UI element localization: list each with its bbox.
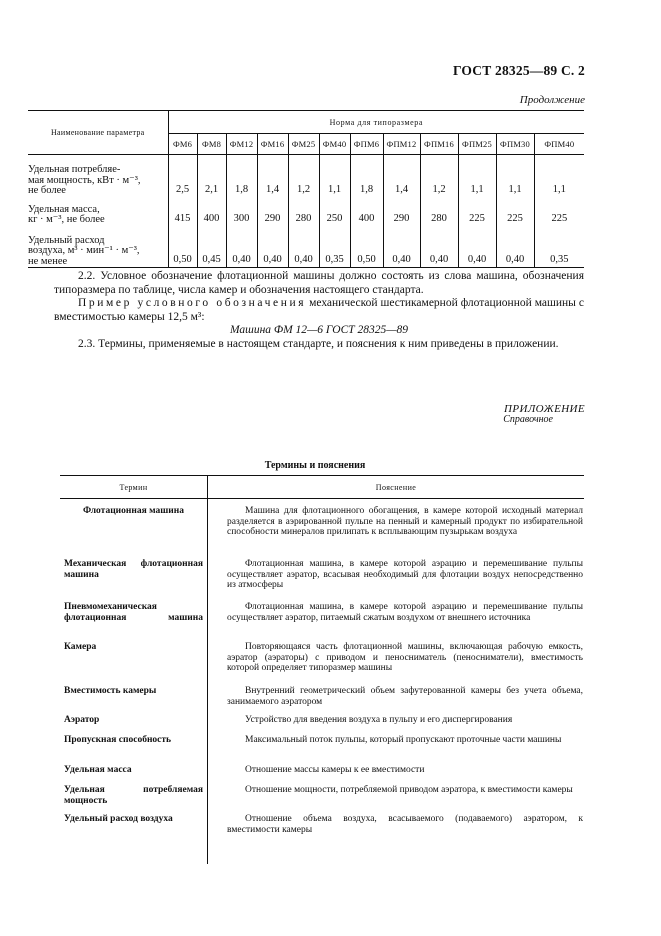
term-definition: Отношение мощности, потребляемой приводом аэратора, к вместимости камеры: [245, 785, 573, 795]
table-cell: 2,1: [197, 155, 226, 197]
table-row: [28, 197, 584, 226]
table-cell: 415: [168, 197, 197, 226]
paragraph-2-3: [54, 338, 584, 352]
term-name: Удельная масса: [64, 765, 132, 775]
row-name-line: Удельная потребляе-: [28, 164, 121, 175]
table-cell: 1,8: [350, 155, 383, 197]
continuation-label: Продолжение: [519, 94, 585, 106]
table-row: [28, 226, 584, 268]
term-name: Пропускная способность: [64, 735, 172, 745]
table-cell: 1,2: [288, 155, 319, 197]
size-header: ФМ16: [257, 134, 288, 155]
table-cell: 0,50: [168, 226, 197, 268]
table-cell: 225: [458, 197, 496, 226]
table-cell: 1,1: [319, 155, 350, 197]
table-cell: 400: [197, 197, 226, 226]
table-cell: 280: [420, 197, 458, 226]
appendix-subtitle: Справочное: [503, 414, 553, 425]
column-header-term: Термин: [60, 476, 208, 498]
term-definition: Машина для флотационного обогащения, в камере которой исходный материал разделяется в аэрированной пульпе на пенный и камерный продукт по избирательной способности минералов прилипать к всплывающим пузырькам воздуха: [227, 506, 583, 537]
table-cell: 225: [496, 197, 534, 226]
page-header: ГОСТ 28325—89 С. 2: [452, 63, 585, 78]
table-cell: 225: [534, 197, 584, 226]
term-name: Флотационная машина: [83, 506, 184, 516]
term-name: Аэратор: [64, 715, 100, 725]
size-header: ФМ12: [226, 134, 257, 155]
size-header: ФМ6: [168, 134, 197, 155]
table-cell: 1,4: [383, 155, 420, 197]
terms-table-body: [60, 499, 584, 864]
term-definition: Повторяющаяся часть флотационной машины, включающая рабочую емкость, аэратор (аэраторы) с приводом и пеносниматель (пеносниматели), вместимость которой определяет типоразмер машины: [227, 642, 583, 673]
table-cell: 1,1: [534, 155, 584, 197]
term-definition: Отношение объема воздуха, всасываемого (подаваемого) аэратором, к вместимости камеры: [227, 814, 583, 835]
term-name: Камера: [64, 642, 97, 652]
table-cell: 400: [350, 197, 383, 226]
table-cell: 280: [288, 197, 319, 226]
row-name-line: не более: [28, 185, 66, 196]
size-header: ФМ25: [288, 134, 319, 155]
size-header: ФМ8: [197, 134, 226, 155]
terms-table-title: Термины и пояснения: [264, 460, 366, 471]
size-header: ФПМ25: [458, 134, 496, 155]
row-name-line: воздуха, м³ · мин⁻¹ · м⁻³,: [28, 245, 140, 256]
table-cell: 1,4: [257, 155, 288, 197]
example-paragraph: [54, 297, 584, 324]
parameters-table: [28, 110, 584, 268]
term-name: Вместимость камеры: [64, 686, 157, 696]
table-cell: 250: [319, 197, 350, 226]
terms-table: [60, 475, 584, 864]
term-definition: Максимальный поток пульпы, который пропускают проточные части машины: [245, 735, 562, 745]
table-cell: 2,5: [168, 155, 197, 197]
size-header: ФПМ40: [534, 134, 584, 155]
table-cell: 0,45: [197, 226, 226, 268]
param-name-header: Наименование параметра: [28, 111, 168, 155]
table-cell: 1,2: [420, 155, 458, 197]
row-name-line: Удельный расход: [28, 234, 105, 246]
table-cell: 290: [257, 197, 288, 226]
appendix-title: ПРИЛОЖЕНИЕ: [504, 403, 585, 415]
paragraph-text: 2.3. Термины, применяемые в настоящем стандарте, и пояснения к ним приведены в приложении.: [78, 338, 559, 350]
term-name: Удельная потребляемая мощность: [64, 785, 203, 806]
table-cell: 0,40: [496, 226, 534, 268]
table-cell: 0,35: [319, 226, 350, 268]
size-header: ФПМ12: [383, 134, 420, 155]
table-cell: 0,40: [420, 226, 458, 268]
term-definition: Флотационная машина, в камере которой аэрацию и перемешивание пульпы осуществляет аэратор, всасывая необходимый для флотации воздух непосредственно из атмосферы: [227, 559, 583, 590]
table-row: [28, 155, 584, 197]
table-cell: 0,40: [288, 226, 319, 268]
size-header: ФПМ30: [496, 134, 534, 155]
table-cell: 0,50: [350, 226, 383, 268]
column-divider: [207, 499, 208, 864]
example-text: механической шестикамерной флотационной машины с вместимостью камеры 12,5 м³:: [54, 297, 584, 323]
row-name-power: [28, 155, 168, 197]
size-header: ФПМ16: [420, 134, 458, 155]
row-name-air: [28, 226, 168, 268]
table-cell: 1,1: [496, 155, 534, 197]
example-label: Пример условного обозначения: [78, 297, 307, 309]
table-cell: 300: [226, 197, 257, 226]
row-name-line: Удельная масса,: [28, 203, 100, 215]
term-definition: Флотационная машина, в камере которой аэрацию и перемешивание пульпы осуществляет аэратор, питаемый сжатым воздухом от внешнего источника: [227, 602, 583, 623]
table-cell: 290: [383, 197, 420, 226]
term-name: Пневмомеханическая флотационная машина: [64, 602, 203, 623]
norm-header: Норма для типоразмера: [168, 111, 584, 134]
table-cell: 0,40: [383, 226, 420, 268]
paragraph-2-2: [54, 270, 584, 297]
row-name-line: мая мощность, кВт · м⁻³,: [28, 174, 141, 186]
example-formula: Машина ФМ 12—6 ГОСТ 28325—89: [229, 324, 409, 336]
table-cell: 1,1: [458, 155, 496, 197]
size-header: ФМ40: [319, 134, 350, 155]
table-cell: 0,40: [458, 226, 496, 268]
term-definition: Устройство для введения воздуха в пульпу и его диспергирования: [245, 715, 513, 725]
column-header-explanation: Пояснение: [375, 482, 417, 492]
table-cell: 0,40: [226, 226, 257, 268]
table-cell: 0,35: [534, 226, 584, 268]
size-header: ФПМ6: [350, 134, 383, 155]
row-name-line: не менее: [28, 255, 68, 267]
paragraph-text: 2.2. Условное обозначение флотационной машины должно состоять из слова машина, обозначения типоразмера по таблице, числа камер и обозначения настоящего стандарта.: [54, 270, 584, 296]
row-name-line: кг · м⁻³, не более: [28, 214, 105, 225]
table-cell: 1,8: [226, 155, 257, 197]
terms-table-header: [60, 476, 584, 499]
table-cell: 0,40: [257, 226, 288, 268]
term-definition: Отношение массы камеры к ее вместимости: [245, 765, 425, 775]
term-name: Удельный расход воздуха: [64, 814, 173, 824]
row-name-mass: [28, 197, 168, 226]
term-definition: Внутренний геометрический объем зафутерованной камеры без учета объема, занимаемого аэратором: [227, 686, 583, 707]
term-name: Механическая флотационная машина: [64, 559, 203, 580]
